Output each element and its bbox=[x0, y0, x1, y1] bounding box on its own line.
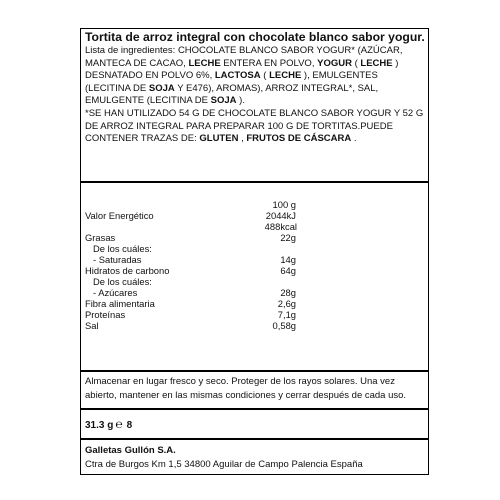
ingredients-text bbox=[85, 45, 424, 146]
net-weight: 31.3 g bbox=[85, 420, 114, 431]
nutrition-header: 100 g bbox=[272, 199, 296, 210]
nutrient-label: Hidratos de carbono bbox=[85, 265, 170, 276]
storage-instructions: Almacenar en lugar fresco y seco. Proteger de los rayos solares. Una vez abierto, mantener en las mismas condiciones y cerrar después de cada uso. bbox=[85, 376, 407, 401]
storage-box bbox=[80, 371, 429, 409]
nutrient-label: - Azúcares bbox=[93, 287, 138, 298]
allergen-lactose: LACTOSA bbox=[214, 70, 261, 82]
nutrition-table bbox=[80, 182, 429, 371]
allergen-nuts: FRUTOS DE CÁSCARA bbox=[246, 133, 352, 145]
nutrition-row bbox=[85, 298, 424, 309]
product-info-box bbox=[80, 28, 429, 182]
product-title: Tortita de arroz integral con chocolate blanco sabor yogur. bbox=[85, 30, 425, 44]
weight-box bbox=[80, 409, 429, 439]
company-address: Ctra de Burgos Km 1,5 34800 Aguilar de Campo Palencia España bbox=[85, 459, 363, 470]
nutrition-row bbox=[85, 254, 424, 265]
nutrient-value: 28g bbox=[280, 287, 296, 298]
estimated-sign-icon: ℮ bbox=[115, 417, 123, 431]
ingredients-part: ) DESNATADO EN POLVO 6%, bbox=[85, 57, 399, 82]
allergen-soy: SOJA bbox=[148, 82, 175, 94]
nutrition-header-row bbox=[85, 199, 424, 210]
nutrient-label: Valor Energético bbox=[85, 210, 154, 221]
ingredients-part: Lista de ingredientes: CHOCOLATE BLANCO SABOR YOGUR* (AZÚCAR, MANTECA DE CACAO, bbox=[85, 45, 403, 69]
nutrition-row bbox=[85, 287, 424, 298]
nutrient-label: De los cuáles: bbox=[93, 276, 152, 287]
ingredients-part: Y E476), AROMAS), ARROZ INTEGRAL*, SAL, EMULGENTE (LECITINA DE bbox=[85, 82, 379, 107]
allergen-yogurt: YOGUR bbox=[317, 57, 352, 69]
ingredients-part: ( bbox=[351, 57, 361, 69]
nutrient-value: 64g bbox=[280, 265, 296, 276]
nutrition-row bbox=[85, 210, 424, 221]
nutrient-value: 488kcal bbox=[264, 221, 297, 232]
nutrient-label: De los cuáles: bbox=[93, 243, 152, 254]
allergen-milk: LECHE bbox=[188, 57, 221, 69]
nutrient-label: Fibra alimentaria bbox=[85, 298, 155, 309]
nutrition-row bbox=[85, 309, 424, 320]
allergen-gluten: GLUTEN bbox=[199, 133, 239, 145]
allergen-milk: LECHE bbox=[360, 57, 393, 69]
nutrition-row bbox=[85, 232, 424, 243]
net-weight-row bbox=[85, 417, 132, 431]
nutrient-label: - Saturadas bbox=[93, 254, 142, 265]
nutrition-row bbox=[85, 320, 424, 331]
nutrient-value: 14g bbox=[280, 254, 296, 265]
nutrient-value: 7,1g bbox=[277, 309, 296, 320]
nutrient-value: 2,6g bbox=[277, 298, 296, 309]
ingredients-note: *SE HAN UTILIZADO 54 G DE CHOCOLATE BLANCO SABOR YOGUR Y 52 G DE ARROZ INTEGRAL PARA PREPARAR 100 G DE TORTITAS.PUEDE CONTENER TRAZAS DE: bbox=[85, 107, 424, 145]
ingredients-part: . bbox=[351, 133, 357, 145]
nutrient-value: 22g bbox=[280, 232, 296, 243]
nutrition-row bbox=[85, 265, 424, 276]
ingredients-part: ), EMULGENTES (LECITINA DE bbox=[85, 70, 378, 94]
nutrient-value: 0,58g bbox=[272, 320, 296, 331]
allergen-milk: LECHE bbox=[269, 70, 302, 82]
ingredients-part: , bbox=[238, 133, 247, 145]
ingredients-part: ( bbox=[260, 70, 270, 82]
nutrient-value: 2044kJ bbox=[265, 210, 296, 221]
company-name: Galletas Gullón S.A. bbox=[85, 445, 176, 456]
ingredients-part: ). bbox=[236, 95, 245, 107]
unit-count: 8 bbox=[126, 420, 133, 431]
nutrition-row bbox=[85, 243, 424, 254]
nutrient-label: Grasas bbox=[85, 232, 116, 243]
nutrient-label: Sal bbox=[85, 320, 99, 331]
nutrient-label: Proteínas bbox=[85, 309, 126, 320]
company-box bbox=[80, 439, 429, 475]
nutrition-row bbox=[85, 276, 424, 287]
nutrition-row bbox=[85, 221, 424, 232]
ingredients-part: ENTERA EN POLVO, bbox=[220, 57, 318, 69]
allergen-soy: SOJA bbox=[210, 95, 237, 107]
